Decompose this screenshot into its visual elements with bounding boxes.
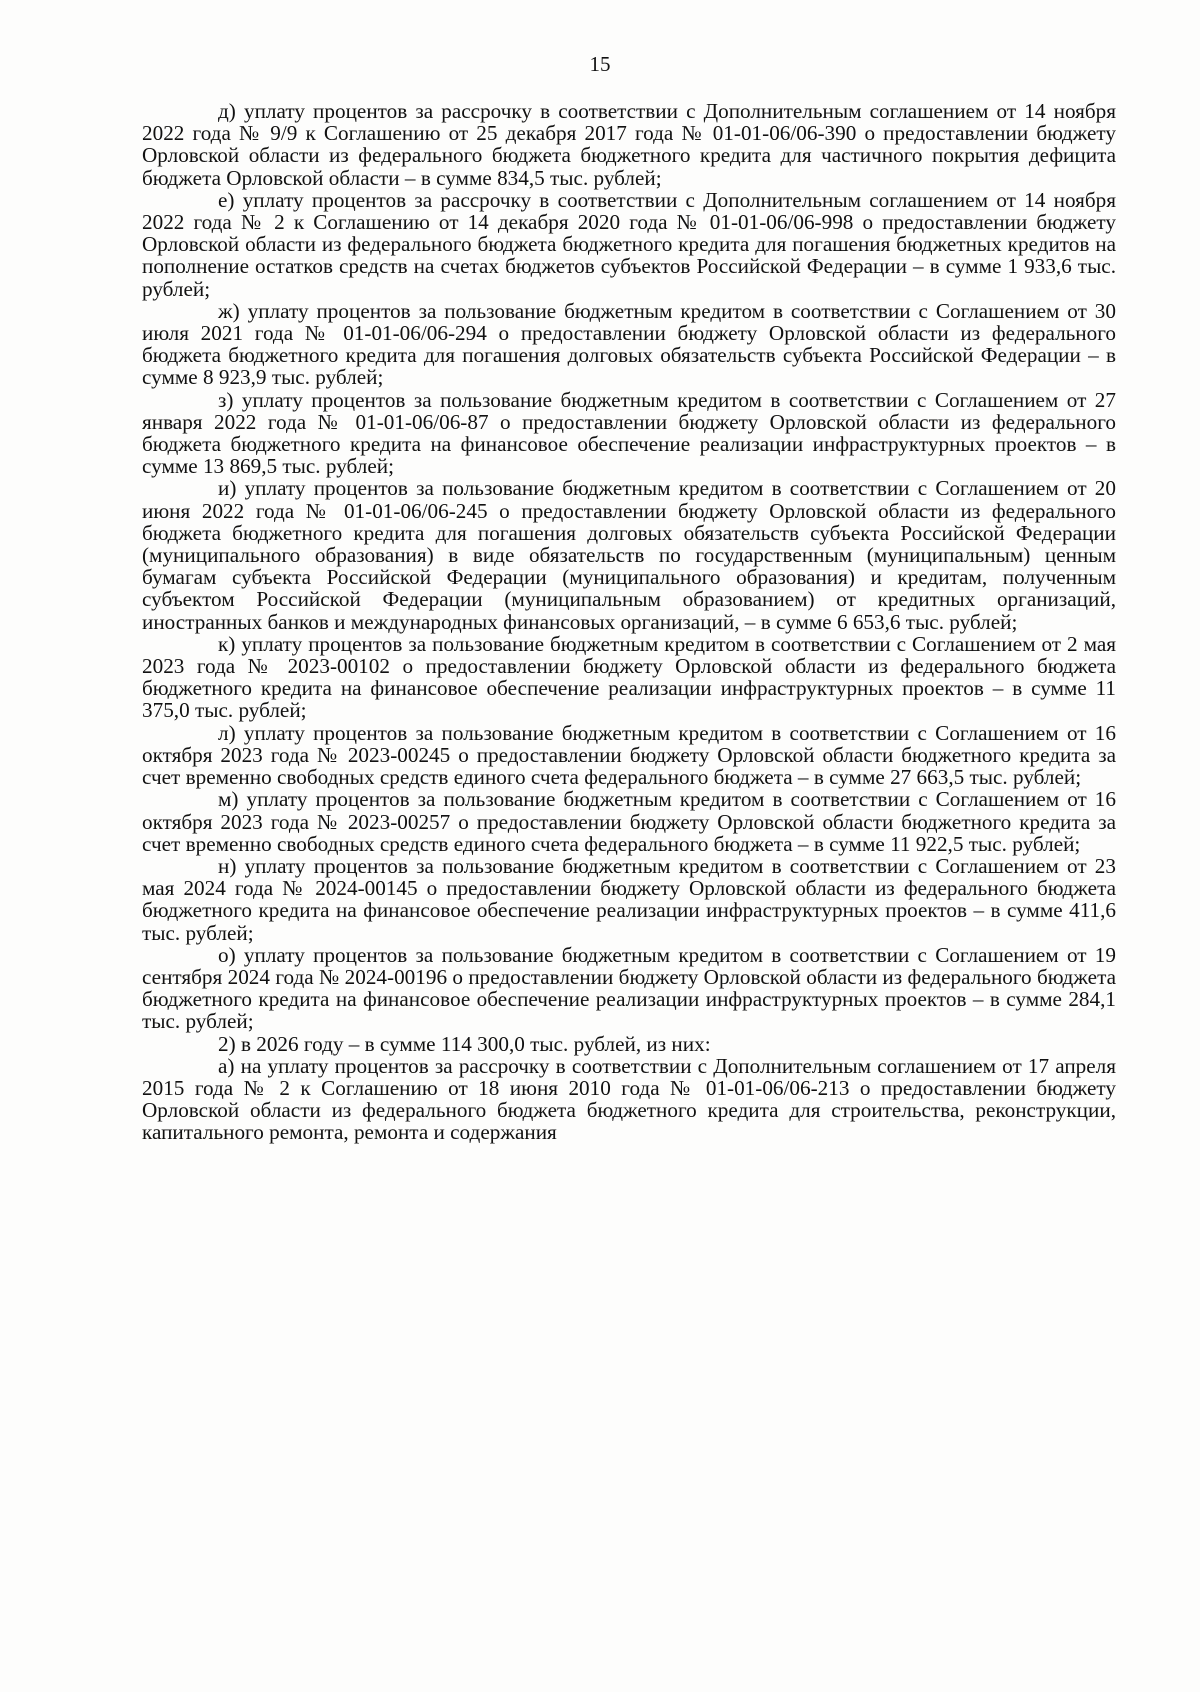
paragraph-z: з) уплату процентов за пользование бюджетным кредитом в соответствии с Соглашением от 27 января 2022 года № 01-01-06/06-87 о предоставлении бюджету Орловской области из федерального бюджета бюджетного кредита на финансовое обеспечение реализации инфраструктурных проектов – в сумме 13 869,5 тыс. рублей;	[142, 387, 1116, 479]
paragraph-i: и) уплату процентов за пользование бюджетным кредитом в соответствии с Соглашением от 20 июня 2022 года № 01-01-06/06-245 о предоставлении бюджету Орловской области из федерального бюджета бюджетного кредита для погашения долговых обязательств субъекта Российской Федерации (муниципального образования) в виде обязательств по государственным (муниципальным) ценным бумагам субъекта Российской Федерации (муниципального образования) и кредитам, полученным субъектом Российской Федерации (муниципальным образованием) от кредитных организаций, иностранных банков и международных финансовых организаций, – в сумме 6 653,6 тыс. рублей;	[142, 476, 1116, 634]
paragraph-l: л) уплату процентов за пользование бюджетным кредитом в соответствии с Соглашением от 16 октября 2023 года № 2023-00245 о предоставлении бюджету Орловской области бюджетного кредита за счет временно свободных средств единого счета федерального бюджета – в сумме 27 663,5 тыс. рублей;	[142, 720, 1116, 790]
document-body	[142, 100, 1116, 1144]
paragraph-d: д) уплату процентов за рассрочку в соответствии с Дополнительным соглашением от 14 ноября 2022 года № 9/9 к Соглашению от 25 декабря 2017 года № 01-01-06/06-390 о предоставлении бюджету Орловской области из федерального бюджета бюджетного кредита для частичного покрытия дефицита бюджета Орловской области – в сумме 834,5 тыс. рублей;	[142, 99, 1116, 190]
paragraph-k: к) уплату процентов за пользование бюджетным кредитом в соответствии с Соглашением от 2 мая 2023 года № 2023-00102 о предоставлении бюджету Орловской области из федерального бюджета бюджетного кредита на финансовое обеспечение реализации инфраструктурных проектов – в сумме 11 375,0 тыс. рублей;	[142, 631, 1116, 723]
paragraph-zh: ж) уплату процентов за пользование бюджетным кредитом в соответствии с Соглашением от 30 июля 2021 года № 01-01-06/06-294 о предоставлении бюджету Орловской области из федерального бюджета бюджетного кредита для погашения долговых обязательств субъекта Российской Федерации – в сумме 8 923,9 тыс. рублей;	[142, 298, 1116, 390]
paragraph-e: е) уплату процентов за рассрочку в соответствии с Дополнительным соглашением от 14 ноября 2022 года № 2 к Соглашению от 14 декабря 2020 года № 01-01-06/06-998 о предоставлении бюджету Орловской области из федерального бюджета бюджетного кредита для погашения бюджетных кредитов на пополнение остатков средств на счетах бюджетов субъектов Российской Федерации – в сумме 1 933,6 тыс. рублей;	[142, 187, 1116, 301]
paragraph-a: а) на уплату процентов за рассрочку в соответствии с Дополнительным соглашением от 17 апреля 2015 года № 2 к Соглашению от 18 июня 2010 года № 01-01-06/06-213 о предоставлении бюджету Орловской области из федерального бюджета бюджетного кредита для строительства, реконструкции, капитального ремонта, ремонта и содержания	[142, 1053, 1116, 1145]
paragraph-n: н) уплату процентов за пользование бюджетным кредитом в соответствии с Соглашением от 23 мая 2024 года № 2024-00145 о предоставлении бюджету Орловской области из федерального бюджета бюджетного кредита на финансовое обеспечение реализации инфраструктурных проектов – в сумме 411,6 тыс. рублей;	[142, 853, 1116, 945]
paragraph-2026: 2) в 2026 году – в сумме 114 300,0 тыс. рублей, из них:	[218, 1031, 711, 1056]
page-number: 15	[589, 52, 611, 76]
paragraph-o: о) уплату процентов за пользование бюджетным кредитом в соответствии с Соглашением от 19 сентября 2024 года № 2024-00196 о предоставлении бюджету Орловской области из федерального бюджета бюджетного кредита на финансовое обеспечение реализации инфраструктурных проектов – в сумме 284,1 тыс. рублей;	[142, 942, 1116, 1034]
paragraph-m: м) уплату процентов за пользование бюджетным кредитом в соответствии с Соглашением от 16 октября 2023 года № 2023-00257 о предоставлении бюджету Орловской области бюджетного кредита за счет временно свободных средств единого счета федерального бюджета – в сумме 11 922,5 тыс. рублей;	[142, 787, 1116, 856]
